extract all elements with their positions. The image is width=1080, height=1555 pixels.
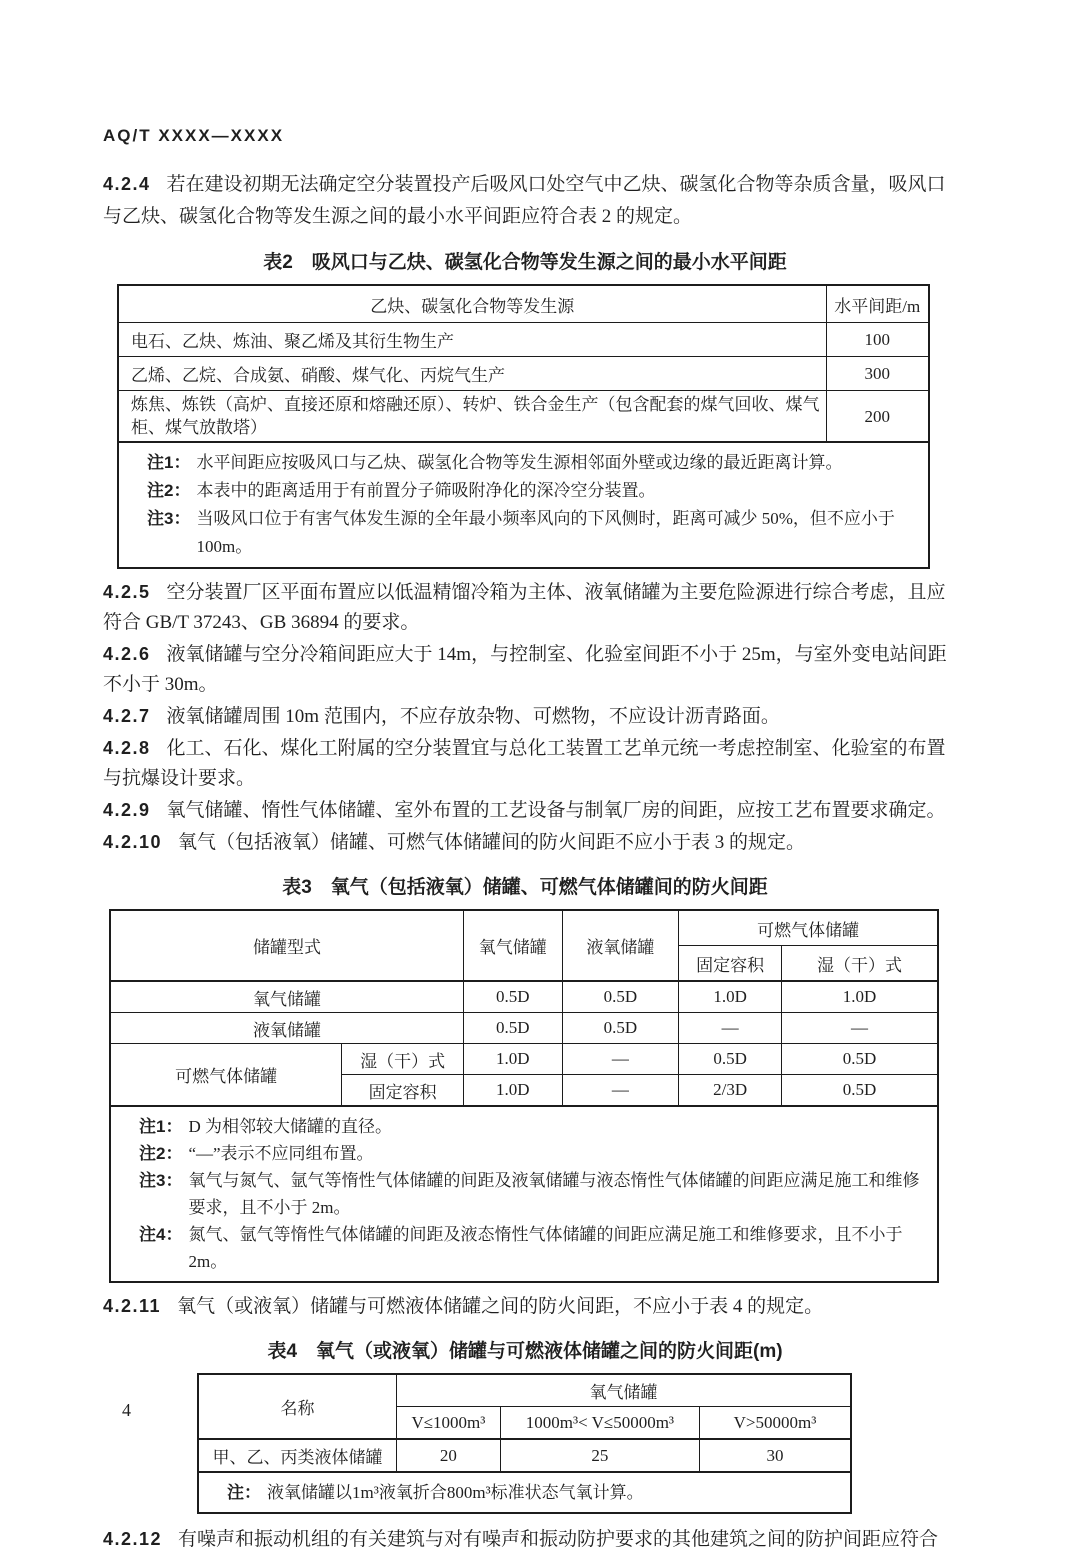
table-row xyxy=(118,357,929,391)
table-notes-row xyxy=(118,442,929,568)
note-text: 本表中的距离适用于有前置分子筛吸附净化的深冷空分装置。 xyxy=(196,481,656,500)
clause-4-2-4 xyxy=(103,168,947,233)
table4-notes xyxy=(198,1472,851,1513)
column-header-type: 储罐型式 xyxy=(110,910,464,981)
note-text: “—”表示不应同组布置。 xyxy=(188,1144,374,1163)
table-row xyxy=(118,323,929,357)
column-header-wet: 湿（干）式 xyxy=(781,946,938,982)
column-header-name: 名称 xyxy=(198,1374,397,1439)
table3-note-4 xyxy=(139,1221,927,1275)
clause-4-2-6 xyxy=(103,639,947,700)
table-row xyxy=(110,981,938,1013)
cell-source: 电石、乙炔、炼油、聚乙烯及其衍生物生产 xyxy=(118,323,826,357)
clause-number: 4.2.6 xyxy=(103,644,151,664)
note-label: 注1： xyxy=(147,453,191,472)
cell: 0.5D xyxy=(562,981,679,1013)
cell-source: 乙烯、乙烷、合成氨、硝酸、煤气化、丙烷气生产 xyxy=(118,357,826,391)
cell-distance: 200 xyxy=(826,391,929,443)
clause-4-2-7 xyxy=(103,701,947,732)
clause-text: 氧气储罐、惰性气体储罐、室外布置的工艺设备与制氧厂房的间距，应按工艺布置要求确定。 xyxy=(166,800,946,821)
note-label: 注3： xyxy=(147,509,191,528)
column-header-flammable: 可燃气体储罐 xyxy=(679,910,938,946)
clause-number: 4.2.4 xyxy=(103,174,151,194)
note-label: 注1： xyxy=(139,1117,183,1136)
table3-title: 表3 氧气（包括液氧）储罐、可燃气体储罐间的防火间距 xyxy=(282,877,768,898)
note-text: 水平间距应按吸风口与乙炔、碳氢化合物等发生源相邻面外壁或边缘的最近距离计算。 xyxy=(196,453,843,472)
cell-source: 炼焦、炼铁（高炉、直接还原和熔融还原）、转炉、铁合金生产（包含配套的煤气回收、煤气柜、煤气放散塔） xyxy=(118,391,826,443)
cell: 1.0D xyxy=(679,981,782,1013)
column-header-oxygen: 氧气储罐 xyxy=(397,1374,852,1407)
column-header-distance: 水平间距/m xyxy=(826,285,929,323)
clause-number: 4.2.5 xyxy=(103,582,151,602)
clause-4-2-5 xyxy=(103,577,947,638)
table2-note-3 xyxy=(147,505,918,561)
clause-text: 有噪声和振动机组的有关建筑与对有噪声和振动防护要求的其他建筑之间的防护间距应符合 xyxy=(178,1529,939,1550)
clause-text: 若在建设初期无法确定空分装置投产后吸风口处空气中乙炔、碳氢化合物等杂质含量，吸风口与乙炔、碳氢化合物等发生源之间的最小水平间距应符合表 2 的规定。 xyxy=(103,174,946,227)
cell: 1.0D xyxy=(781,981,938,1013)
table-row xyxy=(110,1044,938,1075)
cell-distance: 100 xyxy=(826,323,929,357)
table2-title: 表2 吸风口与乙炔、碳氢化合物等发生源之间的最小水平间距 xyxy=(263,252,787,273)
clause-4-2-11 xyxy=(103,1291,947,1322)
note-text: 当吸风口位于有害气体发生源的全年最小频率风向的下风侧时，距离可减少 50%，但不应小于 100m。 xyxy=(196,509,895,556)
column-header-v1: V≤1000m³ xyxy=(397,1407,501,1440)
clause-4-2-12 xyxy=(103,1524,947,1555)
cell-row-label: 氧气储罐 xyxy=(110,981,464,1013)
cell: 1.0D xyxy=(464,1075,563,1107)
clause-4-2-10 xyxy=(103,827,947,858)
table3-note-1 xyxy=(139,1113,927,1140)
table4 xyxy=(197,1373,852,1514)
clause-4-2-8 xyxy=(103,733,947,794)
table3-notes xyxy=(110,1106,938,1282)
table4-note xyxy=(227,1479,840,1506)
table4-title: 表4 氧气（或液氧）储罐与可燃液体储罐之间的防火间距(m) xyxy=(267,1341,783,1362)
cell: 0.5D xyxy=(464,981,563,1013)
table-notes-row xyxy=(198,1472,851,1513)
note-text: D 为相邻较大储罐的直径。 xyxy=(188,1117,392,1136)
column-header-v3: V>50000m³ xyxy=(699,1407,851,1440)
clause-text: 液氧储罐周围 10m 范围内，不应存放杂物、可燃物，不应设计沥青路面。 xyxy=(166,706,780,727)
clause-number: 4.2.10 xyxy=(103,832,163,852)
clause-number: 4.2.7 xyxy=(103,706,151,726)
cell: 0.5D xyxy=(464,1013,563,1044)
clause-4-2-9 xyxy=(103,795,947,826)
table-header-row xyxy=(110,910,938,946)
cell-row-label: 液氧储罐 xyxy=(110,1013,464,1044)
clause-number: 4.2.9 xyxy=(103,800,151,820)
clause-text: 氧气（或液氧）储罐与可燃液体储罐之间的防火间距，不应小于表 4 的规定。 xyxy=(177,1296,824,1317)
table-header-row xyxy=(118,285,929,323)
cell: 1.0D xyxy=(464,1044,563,1075)
table-row xyxy=(110,1013,938,1044)
column-header-source: 乙炔、碳氢化合物等发生源 xyxy=(118,285,826,323)
table3-note-2 xyxy=(139,1140,927,1167)
clauses-middle xyxy=(103,577,947,858)
cell: 0.5D xyxy=(679,1044,782,1075)
note-text: 氮气、氩气等惰性气体储罐的间距及液态惰性气体储罐的间距应满足施工和维修要求，且不小于 2m。 xyxy=(188,1225,903,1271)
column-header-fixed: 固定容积 xyxy=(679,946,782,982)
doc-code: AQ/T XXXX—XXXX xyxy=(103,126,285,145)
cell: 0.5D xyxy=(562,1013,679,1044)
table3 xyxy=(109,909,939,1283)
clause-text: 液氧储罐与空分冷箱间距应大于 14m，与控制室、化验室间距不小于 25m，与室外变电站间距不小于 30m。 xyxy=(103,644,947,695)
cell-sub-label: 湿（干）式 xyxy=(342,1044,464,1075)
column-header-lox: 液氧储罐 xyxy=(562,910,679,981)
table-header-row xyxy=(198,1374,851,1407)
cell: — xyxy=(781,1013,938,1044)
note-text: 氧气与氮气、氩气等惰性气体储罐的间距及液氧储罐与液态惰性气体储罐的间距应满足施工和维修要求，且不小于 2m。 xyxy=(188,1171,920,1217)
cell-group-label: 可燃气体储罐 xyxy=(110,1044,342,1107)
cell: — xyxy=(562,1075,679,1107)
clause-text: 氧气（包括液氧）储罐、可燃气体储罐间的防火间距不应小于表 3 的规定。 xyxy=(178,832,806,853)
table-notes-row xyxy=(110,1106,938,1282)
cell: 2/3D xyxy=(679,1075,782,1107)
cell: — xyxy=(562,1044,679,1075)
cell: 0.5D xyxy=(781,1044,938,1075)
cell-sub-label: 固定容积 xyxy=(342,1075,464,1107)
note-label: 注2： xyxy=(139,1144,183,1163)
table3-note-3 xyxy=(139,1167,927,1221)
note-text: 液氧储罐以1m³液氧折合800m³标准状态气氧计算。 xyxy=(267,1483,644,1502)
table2-note-1 xyxy=(147,449,918,477)
clause-text: 空分装置厂区平面布置应以低温精馏冷箱为主体、液氧储罐为主要危险源进行综合考虑，且应符合 GB/T 37243、GB 36894 的要求。 xyxy=(103,582,946,633)
note-label: 注： xyxy=(227,1483,261,1502)
note-label: 注3： xyxy=(139,1171,183,1190)
cell-row-label: 甲、乙、丙类液体储罐 xyxy=(198,1439,397,1472)
table-row xyxy=(118,391,929,443)
table2-note-2 xyxy=(147,477,918,505)
cell-distance: 300 xyxy=(826,357,929,391)
table2-notes xyxy=(118,442,929,568)
column-header-v2: 1000m³< V≤50000m³ xyxy=(500,1407,699,1440)
clause-number: 4.2.12 xyxy=(103,1529,163,1549)
clause-text: 化工、石化、煤化工附属的空分装置宜与总化工装置工艺单元统一考虑控制室、化验室的布置与抗爆设计要求。 xyxy=(103,738,946,789)
clause-number: 4.2.11 xyxy=(103,1296,162,1316)
cell: 30 xyxy=(699,1439,851,1472)
cell: 20 xyxy=(397,1439,501,1472)
note-label: 注4： xyxy=(139,1225,183,1244)
note-label: 注2： xyxy=(147,481,191,500)
table2 xyxy=(117,284,930,569)
page-number: 4 xyxy=(122,1400,131,1420)
cell: 0.5D xyxy=(781,1075,938,1107)
cell: 25 xyxy=(500,1439,699,1472)
column-header-oxygen: 氧气储罐 xyxy=(464,910,563,981)
clause-number: 4.2.8 xyxy=(103,738,151,758)
cell: — xyxy=(679,1013,782,1044)
